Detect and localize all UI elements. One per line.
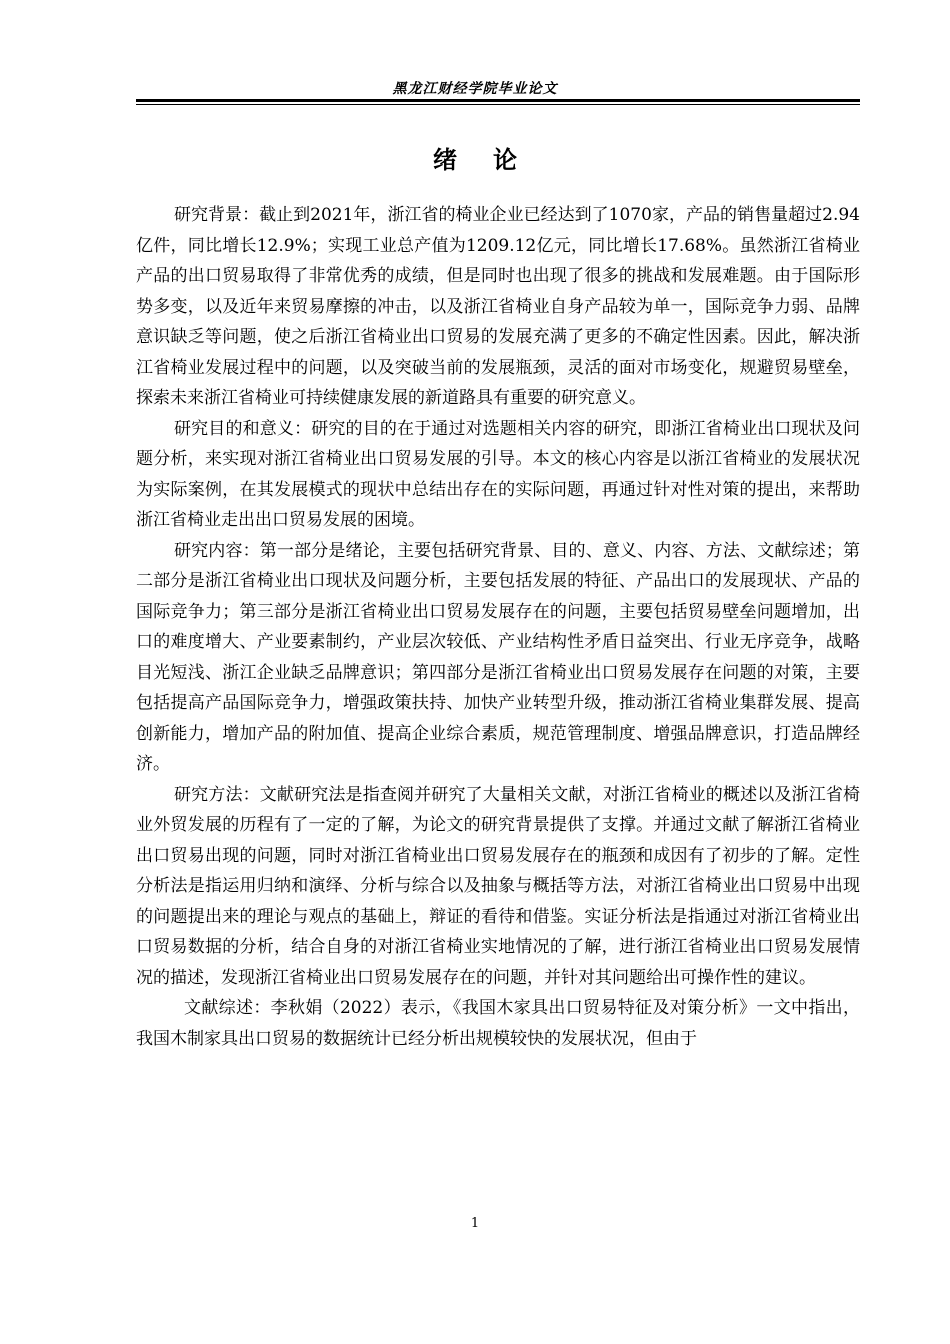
document-body	[136, 200, 860, 1054]
paragraph-research-content: 研究内容：第一部分是绪论，主要包括研究背景、目的、意义、内容、方法、文献综述；第二部分是浙江省椅业出口现状及问题分析，主要包括发展的特征、产品出口的发展现状、产品的国际竞争力；第三部分是浙江省椅业出口贸易发展存在的问题，主要包括贸易壁垒问题增加，出口的难度增大、产业要素制约，产业层次较低、产业结构性矛盾日益突出、行业无序竞争，战略目光短浅、浙江企业缺乏品牌意识；第四部分是浙江省椅业出口贸易发展存在问题的对策，主要包括提高产品国际竞争力，增强政策扶持、加快产业转型升级，推动浙江省椅业集群发展、提高创新能力，增加产品的附加值、提高企业综合素质，规范管理制度、增强品牌意识，打造品牌经济。	[136, 540, 860, 774]
paragraph-research-purpose: 研究目的和意义：研究的目的在于通过对选题相关内容的研究，即浙江省椅业出口现状及问题分析，来实现对浙江省椅业出口贸易发展的引导。本文的核心内容是以浙江省椅业的发展状况为实际案例，在其发展模式的现状中总结出存在的实际问题，再通过针对性对策的提出，来帮助浙江省椅业走出出口贸易发展的困境。	[136, 418, 860, 530]
paragraph-research-methods: 研究方法：文献研究法是指查阅并研究了大量相关文献，对浙江省椅业的概述以及浙江省椅业外贸发展的历程有了一定的了解，为论文的研究背景提供了支撑。并通过文献了解浙江省椅业出口贸易出现的问题，同时对浙江省椅业出口贸易发展存在的瓶颈和成因有了初步的了解。定性分析法是指运用归纳和演绎、分析与综合以及抽象与概括等方法，对浙江省椅业出口贸易中出现的问题提出来的理论与观点的基础上，辩证的看待和借鉴。实证分析法是指通过对浙江省椅业出口贸易数据的分析，结合自身的对浙江省椅业实地情况的了解，进行浙江省椅业出口贸易发展情况的描述，发现浙江省椅业出口贸易发展存在的问题，并针对其问题给出可操作性的建议。	[136, 784, 860, 988]
header-rule-thick	[136, 99, 860, 102]
page-number: 1	[470, 1216, 480, 1231]
paragraph-literature-review: 文献综述：李秋娟（2022）表示，《我国木家具出口贸易特征及对策分析》一文中指出，我国木制家具出口贸易的数据统计已经分析出规模较快的发展状况，但由于	[136, 998, 860, 1049]
paragraph-research-background: 研究背景：截止到2021年，浙江省的椅业企业已经达到了1070家，产品的销售量超过2.94亿件，同比增长12.9%；实现工业总产值为1209.12亿元，同比增长17.68%。虽然浙江省椅业产品的出口贸易取得了非常优秀的成绩，但是同时也出现了很多的挑战和发展难题。由于国际形势多变，以及近年来贸易摩擦的冲击，以及浙江省椅业自身产品较为单一，国际竞争力弱、品牌意识缺乏等问题，使之后浙江省椅业出口贸易的发展充满了更多的不确定性因素。因此，解决浙江省椅业发展过程中的问题，以及突破当前的发展瓶颈，灵活的面对市场变化，规避贸易壁垒，探索未来浙江省椅业可持续健康发展的新道路具有重要的研究意义。	[136, 205, 860, 408]
header-title: 黑龙江财经学院毕业论文	[392, 81, 558, 97]
header-rule-thin	[136, 104, 860, 105]
section-title: 绪论	[433, 146, 553, 174]
